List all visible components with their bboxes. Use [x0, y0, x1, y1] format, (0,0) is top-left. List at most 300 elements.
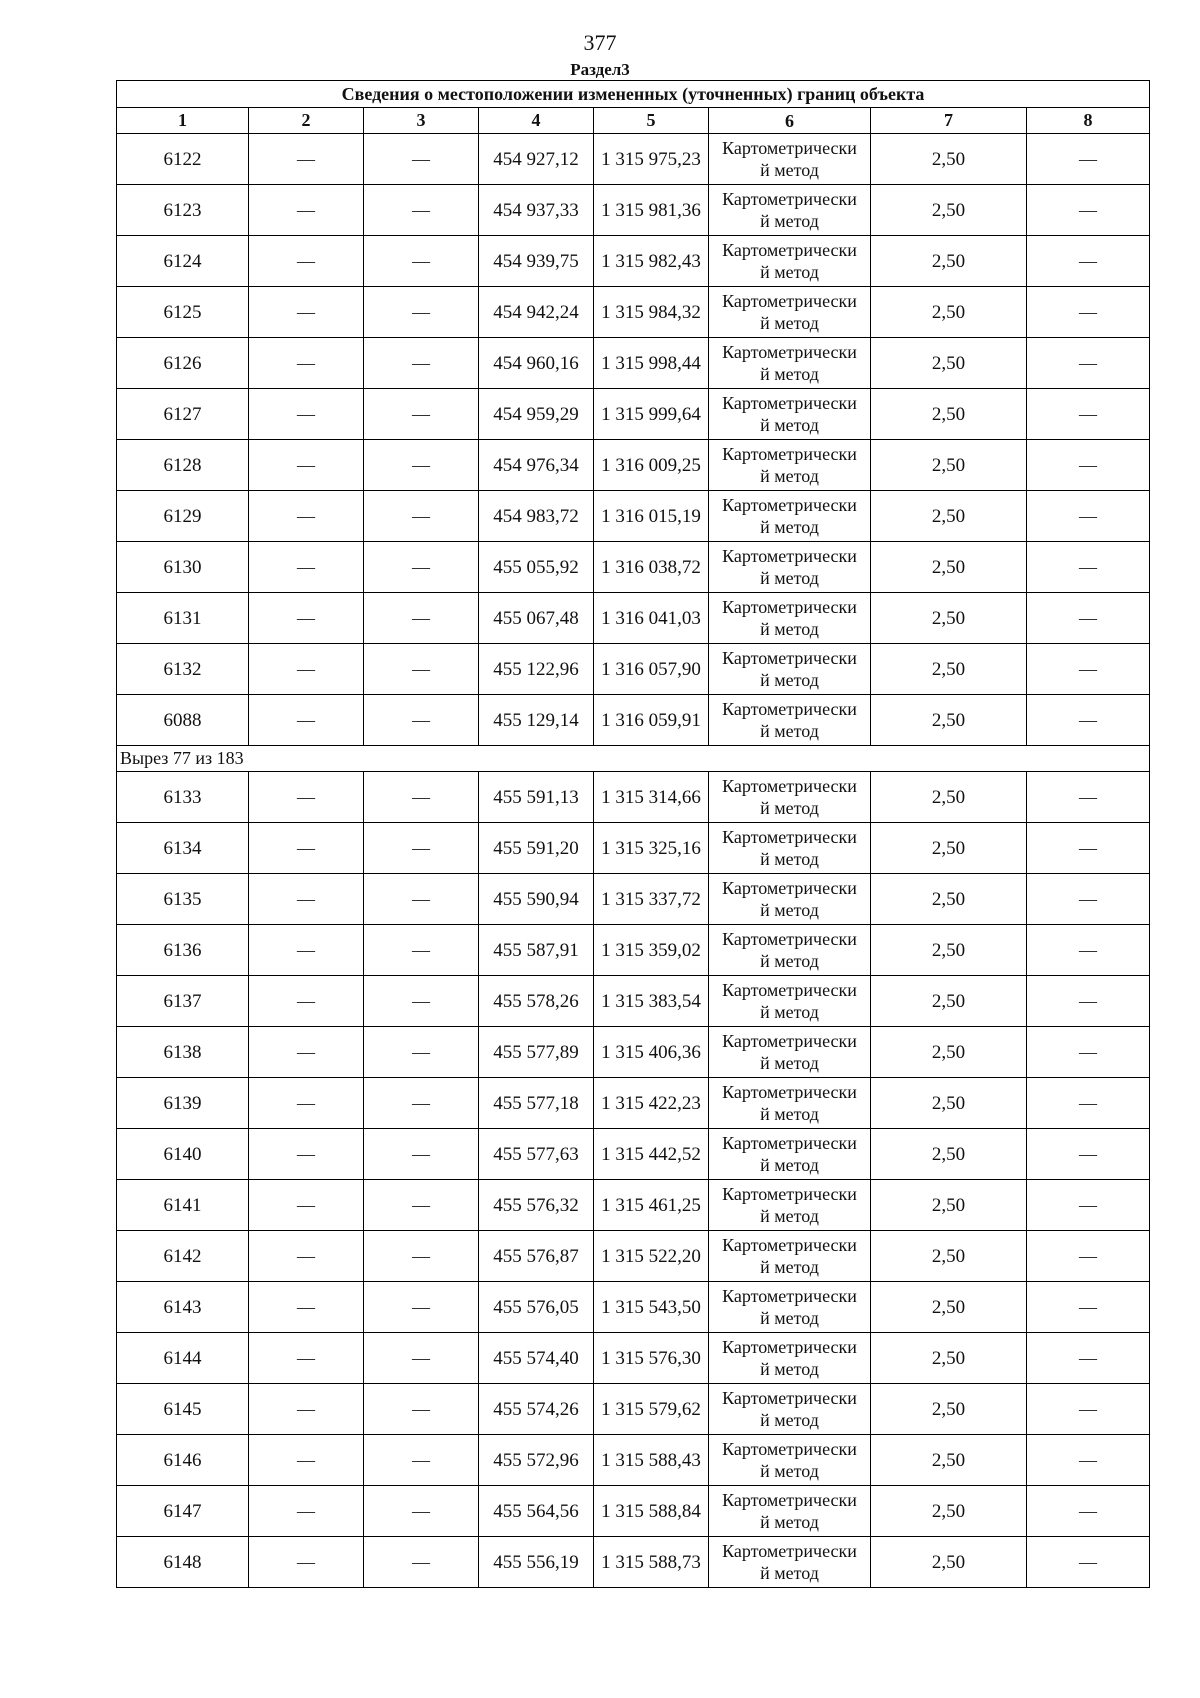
dash-cell: — — [1027, 1537, 1150, 1587]
point-id-cell: 6130 — [117, 542, 249, 592]
dash-cell: — — [364, 1333, 479, 1383]
precision-cell: 2,50 — [871, 440, 1027, 490]
dash-cell: — — [249, 1537, 364, 1587]
table-row — [117, 185, 1150, 236]
dash-cell: — — [249, 1231, 364, 1281]
dash-cell: — — [249, 1486, 364, 1536]
dash-cell: — — [364, 1384, 479, 1434]
precision-cell: 2,50 — [871, 593, 1027, 643]
column-number: 8 — [1027, 108, 1150, 133]
dash-cell: — — [364, 542, 479, 592]
dash-cell: — — [1027, 389, 1150, 439]
method-text-line1: Картометрически — [722, 1133, 857, 1153]
method-text-line1: Картометрически — [722, 1439, 857, 1459]
table-row — [117, 338, 1150, 389]
dash-cell: — — [364, 1435, 479, 1485]
dash-cell: — — [249, 772, 364, 822]
coordinate-y-cell: 1 316 059,91 — [594, 695, 709, 745]
table-row — [117, 976, 1150, 1027]
dash-cell: — — [364, 823, 479, 873]
precision-cell: 2,50 — [871, 338, 1027, 388]
method-text-line2: й метод — [760, 619, 819, 639]
column-number: 4 — [479, 108, 594, 133]
column-number-row — [117, 108, 1150, 134]
coordinate-y-cell: 1 316 009,25 — [594, 440, 709, 490]
point-id-cell: 6124 — [117, 236, 249, 286]
coordinate-x-cell: 455 122,96 — [479, 644, 594, 694]
coordinate-y-cell: 1 315 588,73 — [594, 1537, 709, 1587]
point-id-cell: 6137 — [117, 976, 249, 1026]
method-cell — [709, 874, 871, 924]
method-text-line1: Картометрически — [722, 1031, 857, 1051]
method-text-line1: Картометрически — [722, 597, 857, 617]
method-text-line1: Картометрически — [722, 1490, 857, 1510]
method-text-line1: Картометрически — [722, 1235, 857, 1255]
method-text-line1: Картометрически — [722, 444, 857, 464]
precision-cell: 2,50 — [871, 1180, 1027, 1230]
coordinate-x-cell: 455 587,91 — [479, 925, 594, 975]
dash-cell: — — [364, 491, 479, 541]
coordinate-x-cell: 455 577,89 — [479, 1027, 594, 1077]
dash-cell: — — [1027, 644, 1150, 694]
dash-cell: — — [1027, 542, 1150, 592]
point-id-cell: 6144 — [117, 1333, 249, 1383]
point-id-cell: 6123 — [117, 185, 249, 235]
dash-cell: — — [364, 1129, 479, 1179]
column-number: 5 — [594, 108, 709, 133]
point-id-cell: 6133 — [117, 772, 249, 822]
dash-cell: — — [364, 1231, 479, 1281]
coordinate-x-cell: 454 983,72 — [479, 491, 594, 541]
point-id-cell: 6129 — [117, 491, 249, 541]
method-text-line2: й метод — [760, 313, 819, 333]
coordinate-y-cell: 1 315 359,02 — [594, 925, 709, 975]
dash-cell: — — [249, 338, 364, 388]
dash-cell: — — [249, 389, 364, 439]
method-cell — [709, 236, 871, 286]
coordinate-x-cell: 454 927,12 — [479, 134, 594, 184]
dash-cell: — — [1027, 491, 1150, 541]
method-text-line1: Картометрически — [722, 546, 857, 566]
precision-cell: 2,50 — [871, 772, 1027, 822]
table-row — [117, 1282, 1150, 1333]
method-text-line1: Картометрически — [722, 1082, 857, 1102]
dash-cell: — — [249, 440, 364, 490]
dash-cell: — — [249, 1282, 364, 1332]
precision-cell: 2,50 — [871, 1231, 1027, 1281]
dash-cell: — — [1027, 1078, 1150, 1128]
method-text-line1: Картометрически — [722, 827, 857, 847]
dash-cell: — — [249, 1435, 364, 1485]
table-row — [117, 1435, 1150, 1486]
coordinate-y-cell: 1 315 461,25 — [594, 1180, 709, 1230]
method-cell — [709, 542, 871, 592]
table-row — [117, 1537, 1150, 1588]
method-text-line2: й метод — [760, 1206, 819, 1226]
precision-cell: 2,50 — [871, 134, 1027, 184]
precision-cell: 2,50 — [871, 1078, 1027, 1128]
precision-cell: 2,50 — [871, 1435, 1027, 1485]
dash-cell: — — [364, 1537, 479, 1587]
coordinate-y-cell: 1 315 522,20 — [594, 1231, 709, 1281]
table-row — [117, 644, 1150, 695]
column-number: 2 — [249, 108, 364, 133]
method-text-line2: й метод — [760, 1359, 819, 1379]
point-id-cell: 6142 — [117, 1231, 249, 1281]
coordinate-y-cell: 1 315 982,43 — [594, 236, 709, 286]
method-text-line1: Картометрически — [722, 1337, 857, 1357]
precision-cell: 2,50 — [871, 491, 1027, 541]
method-text-line2: й метод — [760, 364, 819, 384]
coordinate-x-cell: 455 564,56 — [479, 1486, 594, 1536]
dash-cell: — — [249, 1078, 364, 1128]
coordinate-y-cell: 1 316 057,90 — [594, 644, 709, 694]
coordinate-y-cell: 1 315 576,30 — [594, 1333, 709, 1383]
column-number: 1 — [117, 108, 249, 133]
dash-cell: — — [249, 695, 364, 745]
method-cell — [709, 491, 871, 541]
method-text-line2: й метод — [760, 466, 819, 486]
method-text-line1: Картометрически — [722, 929, 857, 949]
coordinate-x-cell: 455 576,05 — [479, 1282, 594, 1332]
method-cell — [709, 1027, 871, 1077]
precision-cell: 2,50 — [871, 695, 1027, 745]
point-id-cell: 6134 — [117, 823, 249, 873]
dash-cell: — — [1027, 185, 1150, 235]
coordinate-x-cell: 454 976,34 — [479, 440, 594, 490]
point-id-cell: 6126 — [117, 338, 249, 388]
point-id-cell: 6135 — [117, 874, 249, 924]
table-row — [117, 772, 1150, 823]
dash-cell: — — [249, 976, 364, 1026]
dash-cell: — — [364, 1486, 479, 1536]
point-id-cell: 6136 — [117, 925, 249, 975]
method-cell — [709, 338, 871, 388]
coordinate-x-cell: 455 591,20 — [479, 823, 594, 873]
precision-cell: 2,50 — [871, 389, 1027, 439]
table-row — [117, 287, 1150, 338]
dash-cell: — — [364, 1282, 479, 1332]
dash-cell: — — [1027, 134, 1150, 184]
point-id-cell: 6128 — [117, 440, 249, 490]
table-row — [117, 440, 1150, 491]
method-text-line1: Картометрически — [722, 878, 857, 898]
dash-cell: — — [1027, 1333, 1150, 1383]
table-row — [117, 1333, 1150, 1384]
method-text-line2: й метод — [760, 721, 819, 741]
dash-cell: — — [1027, 236, 1150, 286]
coordinate-x-cell: 455 129,14 — [479, 695, 594, 745]
dash-cell: — — [364, 695, 479, 745]
precision-cell: 2,50 — [871, 823, 1027, 873]
precision-cell: 2,50 — [871, 185, 1027, 235]
coordinate-x-cell: 455 574,26 — [479, 1384, 594, 1434]
table-body-part-a — [117, 134, 1150, 746]
method-text-line1: Картометрически — [722, 495, 857, 515]
table-row — [117, 1231, 1150, 1282]
method-text-line2: й метод — [760, 568, 819, 588]
coordinate-y-cell: 1 316 041,03 — [594, 593, 709, 643]
method-cell — [709, 440, 871, 490]
coordinate-y-cell: 1 315 984,32 — [594, 287, 709, 337]
dash-cell: — — [1027, 1384, 1150, 1434]
coordinate-y-cell: 1 315 406,36 — [594, 1027, 709, 1077]
precision-cell: 2,50 — [871, 874, 1027, 924]
dash-cell: — — [1027, 1231, 1150, 1281]
method-cell — [709, 593, 871, 643]
dash-cell: — — [364, 593, 479, 643]
table-row — [117, 491, 1150, 542]
method-text-line1: Картометрически — [722, 291, 857, 311]
table-row — [117, 542, 1150, 593]
method-text-line1: Картометрически — [722, 776, 857, 796]
coordinate-x-cell: 454 939,75 — [479, 236, 594, 286]
table-row — [117, 1129, 1150, 1180]
table-row — [117, 1078, 1150, 1129]
cutout-label: Вырез 77 из 183 — [117, 746, 1150, 771]
dash-cell: — — [249, 1129, 364, 1179]
method-text-line1: Картометрически — [722, 648, 857, 668]
precision-cell: 2,50 — [871, 542, 1027, 592]
method-text-line2: й метод — [760, 849, 819, 869]
table-title-row — [117, 81, 1150, 108]
coordinate-y-cell: 1 315 999,64 — [594, 389, 709, 439]
dash-cell: — — [249, 542, 364, 592]
method-text-line2: й метод — [760, 1308, 819, 1328]
method-text-line1: Картометрически — [722, 138, 857, 158]
coordinate-x-cell: 455 576,32 — [479, 1180, 594, 1230]
point-id-cell: 6146 — [117, 1435, 249, 1485]
dash-cell: — — [1027, 287, 1150, 337]
dash-cell: — — [249, 823, 364, 873]
point-id-cell: 6122 — [117, 134, 249, 184]
table-body-part-b — [117, 772, 1150, 1588]
dash-cell: — — [364, 1078, 479, 1128]
dash-cell: — — [249, 874, 364, 924]
coordinate-x-cell: 454 960,16 — [479, 338, 594, 388]
coordinate-x-cell: 454 937,33 — [479, 185, 594, 235]
coordinate-x-cell: 455 556,19 — [479, 1537, 594, 1587]
coordinate-y-cell: 1 315 314,66 — [594, 772, 709, 822]
method-text-line1: Картометрически — [722, 980, 857, 1000]
method-cell — [709, 389, 871, 439]
method-cell — [709, 976, 871, 1026]
dash-cell: — — [1027, 1129, 1150, 1179]
method-cell — [709, 925, 871, 975]
precision-cell: 2,50 — [871, 1537, 1027, 1587]
dash-cell: — — [249, 593, 364, 643]
method-text-line2: й метод — [760, 670, 819, 690]
dash-cell: — — [1027, 976, 1150, 1026]
precision-cell: 2,50 — [871, 1282, 1027, 1332]
dash-cell: — — [1027, 1435, 1150, 1485]
method-text-line2: й метод — [760, 798, 819, 818]
coordinate-y-cell: 1 315 383,54 — [594, 976, 709, 1026]
coordinate-y-cell: 1 315 579,62 — [594, 1384, 709, 1434]
coordinate-y-cell: 1 315 442,52 — [594, 1129, 709, 1179]
dash-cell: — — [364, 1027, 479, 1077]
method-text-line1: Картометрически — [722, 1286, 857, 1306]
table-row — [117, 925, 1150, 976]
method-text-line2: й метод — [760, 900, 819, 920]
coordinate-x-cell: 455 591,13 — [479, 772, 594, 822]
dash-cell: — — [249, 287, 364, 337]
dash-cell: — — [249, 491, 364, 541]
point-id-cell: 6143 — [117, 1282, 249, 1332]
method-cell — [709, 1537, 871, 1587]
method-text-line2: й метод — [760, 1257, 819, 1277]
method-cell — [709, 695, 871, 745]
dash-cell: — — [364, 236, 479, 286]
dash-cell: — — [364, 772, 479, 822]
precision-cell: 2,50 — [871, 1129, 1027, 1179]
method-text-line2: й метод — [760, 262, 819, 282]
table-row — [117, 695, 1150, 746]
coordinate-y-cell: 1 315 998,44 — [594, 338, 709, 388]
column-number: 6 — [709, 108, 871, 133]
method-text-line2: й метод — [760, 160, 819, 180]
method-text-line1: Картометрически — [722, 699, 857, 719]
dash-cell: — — [249, 185, 364, 235]
point-id-cell: 6141 — [117, 1180, 249, 1230]
table-row — [117, 1180, 1150, 1231]
method-text-line1: Картометрически — [722, 1388, 857, 1408]
dash-cell: — — [1027, 440, 1150, 490]
precision-cell: 2,50 — [871, 236, 1027, 286]
boundary-table — [116, 80, 1150, 1588]
point-id-cell: 6132 — [117, 644, 249, 694]
point-id-cell: 6127 — [117, 389, 249, 439]
coordinate-y-cell: 1 315 543,50 — [594, 1282, 709, 1332]
dash-cell: — — [364, 644, 479, 694]
method-text-line2: й метод — [760, 1002, 819, 1022]
method-text-line2: й метод — [760, 211, 819, 231]
method-text-line2: й метод — [760, 1155, 819, 1175]
dash-cell: — — [364, 925, 479, 975]
table-row — [117, 593, 1150, 644]
dash-cell: — — [1027, 874, 1150, 924]
coordinate-y-cell: 1 316 015,19 — [594, 491, 709, 541]
method-cell — [709, 1282, 871, 1332]
dash-cell: — — [249, 236, 364, 286]
precision-cell: 2,50 — [871, 1333, 1027, 1383]
precision-cell: 2,50 — [871, 644, 1027, 694]
dash-cell: — — [364, 440, 479, 490]
dash-cell: — — [364, 976, 479, 1026]
dash-cell: — — [249, 134, 364, 184]
dash-cell: — — [1027, 593, 1150, 643]
precision-cell: 2,50 — [871, 1384, 1027, 1434]
method-text-line2: й метод — [760, 1512, 819, 1532]
dash-cell: — — [364, 1180, 479, 1230]
dash-cell: — — [1027, 1180, 1150, 1230]
table-row — [117, 1384, 1150, 1435]
point-id-cell: 6140 — [117, 1129, 249, 1179]
dash-cell: — — [249, 1180, 364, 1230]
column-number: 3 — [364, 108, 479, 133]
method-cell — [709, 1486, 871, 1536]
table-row — [117, 389, 1150, 440]
coordinate-x-cell: 455 572,96 — [479, 1435, 594, 1485]
table-row — [117, 823, 1150, 874]
dash-cell: — — [364, 874, 479, 924]
method-cell — [709, 644, 871, 694]
point-id-cell: 6139 — [117, 1078, 249, 1128]
precision-cell: 2,50 — [871, 976, 1027, 1026]
coordinate-x-cell: 455 576,87 — [479, 1231, 594, 1281]
method-text-line2: й метод — [760, 1563, 819, 1583]
method-text-line2: й метод — [760, 1053, 819, 1073]
coordinate-x-cell: 455 574,40 — [479, 1333, 594, 1383]
method-text-line1: Картометрически — [722, 1541, 857, 1561]
dash-cell: — — [1027, 1027, 1150, 1077]
precision-cell: 2,50 — [871, 925, 1027, 975]
method-text-line1: Картометрически — [722, 342, 857, 362]
cutout-separator-row — [117, 746, 1150, 772]
dash-cell: — — [249, 1333, 364, 1383]
coordinate-x-cell: 455 055,92 — [479, 542, 594, 592]
precision-cell: 2,50 — [871, 1486, 1027, 1536]
page-number: 377 — [583, 30, 617, 55]
table-row — [117, 1486, 1150, 1537]
coordinate-y-cell: 1 315 337,72 — [594, 874, 709, 924]
coordinate-y-cell: 1 315 588,43 — [594, 1435, 709, 1485]
method-cell — [709, 1231, 871, 1281]
coordinate-y-cell: 1 315 975,23 — [594, 134, 709, 184]
coordinate-x-cell: 455 067,48 — [479, 593, 594, 643]
method-cell — [709, 1384, 871, 1434]
dash-cell: — — [1027, 823, 1150, 873]
point-id-cell: 6138 — [117, 1027, 249, 1077]
dash-cell: — — [1027, 772, 1150, 822]
point-id-cell: 6125 — [117, 287, 249, 337]
method-text-line1: Картометрически — [722, 393, 857, 413]
method-cell — [709, 772, 871, 822]
point-id-cell: 6145 — [117, 1384, 249, 1434]
table-row — [117, 874, 1150, 925]
dash-cell: — — [1027, 1282, 1150, 1332]
method-text-line2: й метод — [760, 415, 819, 435]
coordinate-y-cell: 1 315 422,23 — [594, 1078, 709, 1128]
coordinate-x-cell: 454 942,24 — [479, 287, 594, 337]
coordinate-x-cell: 454 959,29 — [479, 389, 594, 439]
method-text-line2: й метод — [760, 1410, 819, 1430]
dash-cell: — — [1027, 695, 1150, 745]
table-row — [117, 1027, 1150, 1078]
method-text-line2: й метод — [760, 1461, 819, 1481]
column-number: 7 — [871, 108, 1027, 133]
method-cell — [709, 1078, 871, 1128]
dash-cell: — — [1027, 925, 1150, 975]
section-title: Раздел3 — [570, 60, 630, 79]
table-row — [117, 236, 1150, 287]
dash-cell: — — [364, 338, 479, 388]
method-cell — [709, 823, 871, 873]
point-id-cell: 6147 — [117, 1486, 249, 1536]
method-cell — [709, 185, 871, 235]
method-cell — [709, 1129, 871, 1179]
method-text-line1: Картометрически — [722, 189, 857, 209]
point-id-cell: 6131 — [117, 593, 249, 643]
dash-cell: — — [1027, 1486, 1150, 1536]
dash-cell: — — [364, 185, 479, 235]
method-cell — [709, 1180, 871, 1230]
precision-cell: 2,50 — [871, 1027, 1027, 1077]
coordinate-x-cell: 455 577,18 — [479, 1078, 594, 1128]
dash-cell: — — [1027, 338, 1150, 388]
method-cell — [709, 1435, 871, 1485]
coordinate-x-cell: 455 590,94 — [479, 874, 594, 924]
